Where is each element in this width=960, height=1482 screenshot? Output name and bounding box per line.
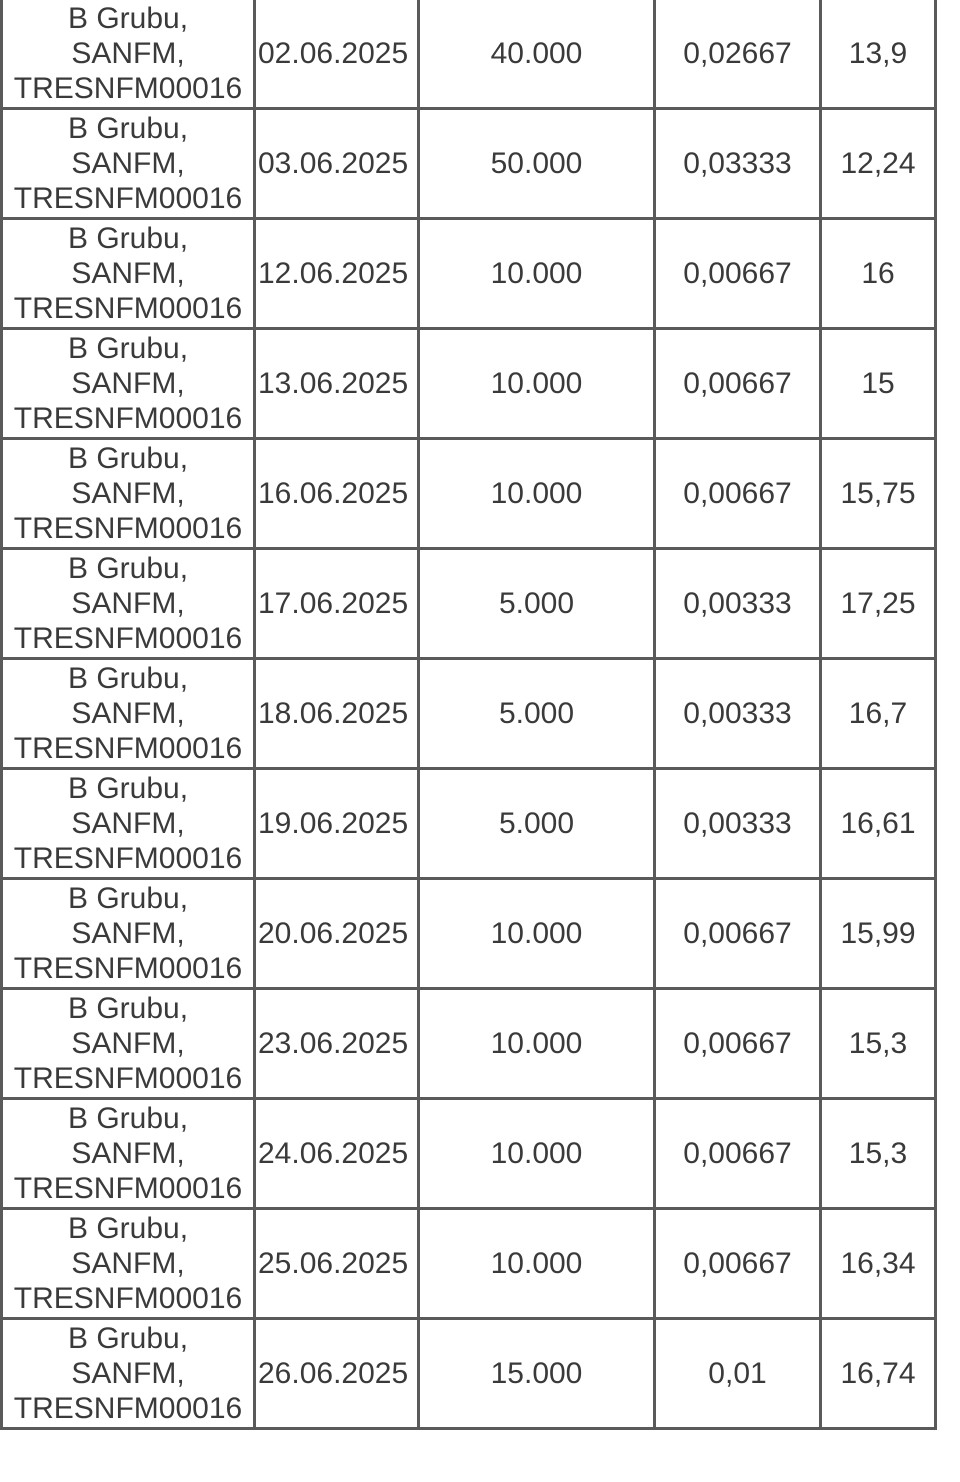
issuer-group: B Grubu, xyxy=(67,332,189,365)
issuer-group: B Grubu, xyxy=(67,112,189,145)
issuer-isin: TRESNFM00016 xyxy=(13,402,243,435)
date-cell: 03.06.2025 xyxy=(255,109,419,219)
issuer-group: B Grubu, xyxy=(67,552,189,585)
table-row xyxy=(2,1099,936,1209)
quantity-cell: 5.000 xyxy=(419,549,655,659)
issuer-isin: TRESNFM00016 xyxy=(13,182,243,215)
table-row xyxy=(2,549,936,659)
table-row xyxy=(2,0,936,109)
quantity-cell: 15.000 xyxy=(419,1319,655,1429)
price-cell: 15,3 xyxy=(821,1099,936,1209)
issuer-cell xyxy=(2,989,255,1099)
issuer-code: SANFM, xyxy=(71,807,185,840)
issuer-cell xyxy=(2,1099,255,1209)
issuer-group: B Grubu, xyxy=(67,1322,189,1355)
issuer-cell xyxy=(2,769,255,879)
table-row xyxy=(2,219,936,329)
quantity-cell: 10.000 xyxy=(419,879,655,989)
ratio-cell: 0,03333 xyxy=(655,109,821,219)
issuer-cell xyxy=(2,109,255,219)
quantity-cell: 40.000 xyxy=(419,0,655,109)
date-cell: 23.06.2025 xyxy=(255,989,419,1099)
issuer-code: SANFM, xyxy=(71,587,185,620)
ratio-cell: 0,00667 xyxy=(655,219,821,329)
table-row xyxy=(2,329,936,439)
date-cell: 20.06.2025 xyxy=(255,879,419,989)
issuer-isin: TRESNFM00016 xyxy=(13,842,243,875)
issuer-code: SANFM, xyxy=(71,1137,185,1170)
issuer-isin: TRESNFM00016 xyxy=(13,1062,243,1095)
quantity-cell: 10.000 xyxy=(419,1099,655,1209)
table-row xyxy=(2,439,936,549)
ratio-cell: 0,00333 xyxy=(655,549,821,659)
issuer-isin: TRESNFM00016 xyxy=(13,1282,243,1315)
issuer-group: B Grubu, xyxy=(67,2,189,35)
issuer-code: SANFM, xyxy=(71,1357,185,1390)
table-row xyxy=(2,879,936,989)
date-cell: 24.06.2025 xyxy=(255,1099,419,1209)
issuer-isin: TRESNFM00016 xyxy=(13,732,243,765)
ratio-cell: 0,01 xyxy=(655,1319,821,1429)
quantity-cell: 10.000 xyxy=(419,439,655,549)
table-row xyxy=(2,989,936,1099)
date-cell: 17.06.2025 xyxy=(255,549,419,659)
price-cell: 16 xyxy=(821,219,936,329)
issuer-cell xyxy=(2,879,255,989)
issuer-cell xyxy=(2,659,255,769)
issuer-isin: TRESNFM00016 xyxy=(13,292,243,325)
quantity-cell: 5.000 xyxy=(419,769,655,879)
issuer-code: SANFM, xyxy=(71,477,185,510)
quantity-cell: 10.000 xyxy=(419,219,655,329)
issuer-isin: TRESNFM00016 xyxy=(13,72,243,105)
ratio-cell: 0,00667 xyxy=(655,1099,821,1209)
quantity-cell: 10.000 xyxy=(419,329,655,439)
issuer-group: B Grubu, xyxy=(67,772,189,805)
ratio-cell: 0,00667 xyxy=(655,439,821,549)
ratio-cell: 0,02667 xyxy=(655,0,821,109)
issuer-isin: TRESNFM00016 xyxy=(13,1172,243,1205)
issuer-cell xyxy=(2,549,255,659)
date-cell: 02.06.2025 xyxy=(255,0,419,109)
table-row xyxy=(2,109,936,219)
issuer-cell xyxy=(2,1319,255,1429)
price-cell: 17,25 xyxy=(821,549,936,659)
price-cell: 13,9 xyxy=(821,0,936,109)
issuer-code: SANFM, xyxy=(71,147,185,180)
issuer-group: B Grubu, xyxy=(67,1212,189,1245)
ratio-cell: 0,00333 xyxy=(655,769,821,879)
issuer-group: B Grubu, xyxy=(67,442,189,475)
table-row xyxy=(2,769,936,879)
issuer-cell xyxy=(2,219,255,329)
price-cell: 16,61 xyxy=(821,769,936,879)
ratio-cell: 0,00667 xyxy=(655,329,821,439)
date-cell: 19.06.2025 xyxy=(255,769,419,879)
price-cell: 15,3 xyxy=(821,989,936,1099)
price-cell: 15,75 xyxy=(821,439,936,549)
date-cell: 25.06.2025 xyxy=(255,1209,419,1319)
price-cell: 16,74 xyxy=(821,1319,936,1429)
issuer-isin: TRESNFM00016 xyxy=(13,1392,243,1425)
issuer-code: SANFM, xyxy=(71,697,185,730)
issuer-group: B Grubu, xyxy=(67,882,189,915)
price-cell: 16,34 xyxy=(821,1209,936,1319)
quantity-cell: 10.000 xyxy=(419,989,655,1099)
issuer-cell xyxy=(2,439,255,549)
quantity-cell: 5.000 xyxy=(419,659,655,769)
issuer-code: SANFM, xyxy=(71,917,185,950)
ratio-cell: 0,00333 xyxy=(655,659,821,769)
issuer-code: SANFM, xyxy=(71,257,185,290)
ratio-cell: 0,00667 xyxy=(655,879,821,989)
issuer-cell xyxy=(2,1209,255,1319)
table-row xyxy=(2,659,936,769)
price-cell: 16,7 xyxy=(821,659,936,769)
issuer-group: B Grubu, xyxy=(67,662,189,695)
issuer-code: SANFM, xyxy=(71,367,185,400)
issuer-code: SANFM, xyxy=(71,37,185,70)
issuer-isin: TRESNFM00016 xyxy=(13,622,243,655)
table-row xyxy=(2,1319,936,1429)
issuer-cell xyxy=(2,0,255,109)
date-cell: 16.06.2025 xyxy=(255,439,419,549)
ratio-cell: 0,00667 xyxy=(655,1209,821,1319)
date-cell: 12.06.2025 xyxy=(255,219,419,329)
date-cell: 13.06.2025 xyxy=(255,329,419,439)
issuer-code: SANFM, xyxy=(71,1247,185,1280)
ratio-cell: 0,00667 xyxy=(655,989,821,1099)
date-cell: 26.06.2025 xyxy=(255,1319,419,1429)
issuer-group: B Grubu, xyxy=(67,222,189,255)
date-cell: 18.06.2025 xyxy=(255,659,419,769)
issuer-group: B Grubu, xyxy=(67,1102,189,1135)
quantity-cell: 50.000 xyxy=(419,109,655,219)
price-cell: 15,99 xyxy=(821,879,936,989)
issuer-group: B Grubu, xyxy=(67,992,189,1025)
issuer-isin: TRESNFM00016 xyxy=(13,952,243,985)
price-cell: 12,24 xyxy=(821,109,936,219)
price-cell: 15 xyxy=(821,329,936,439)
issuer-isin: TRESNFM00016 xyxy=(13,512,243,545)
table-body xyxy=(2,0,936,1429)
issuer-code: SANFM, xyxy=(71,1027,185,1060)
quantity-cell: 10.000 xyxy=(419,1209,655,1319)
issuer-cell xyxy=(2,329,255,439)
table-row xyxy=(2,1209,936,1319)
